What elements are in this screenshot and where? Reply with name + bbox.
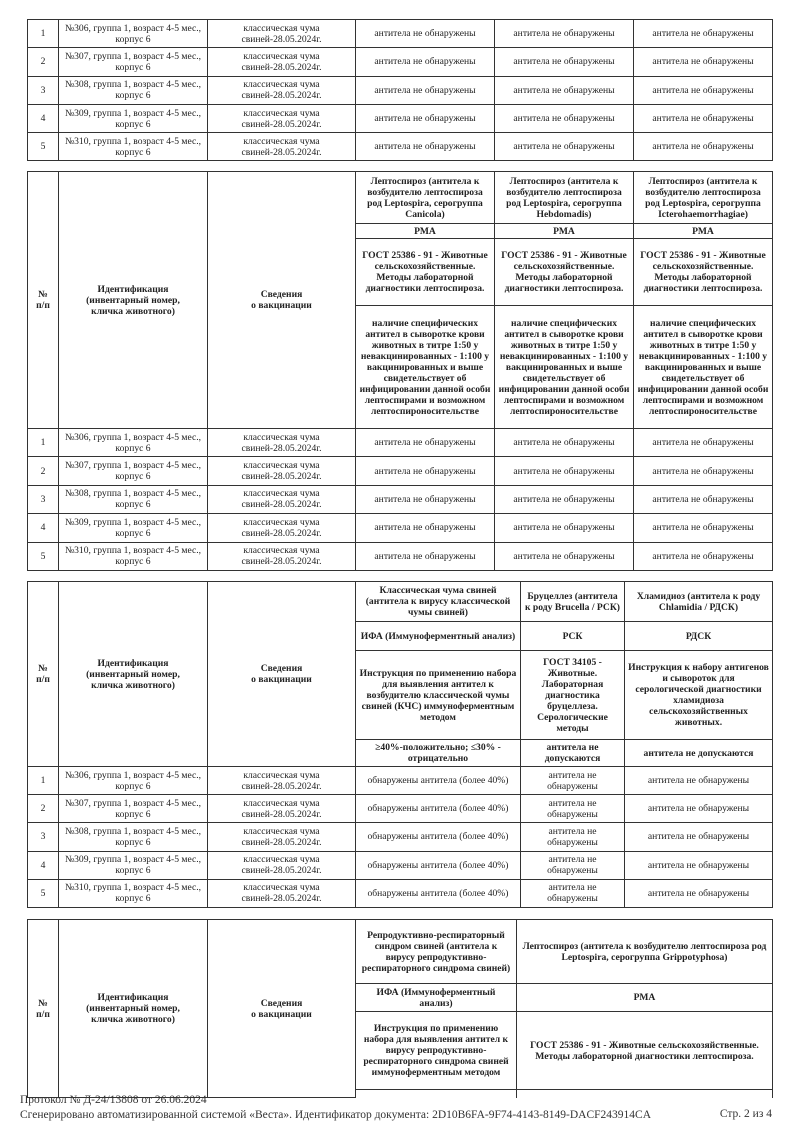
test-result: антитела не обнаружены <box>634 542 773 570</box>
test-norm: наличие специфических антител в сыворотке крови животных в титре 1:50 у невакцинированных - 1:100 у вакцинированных и выше свидетельствует об инфицировании данной особи лептоспирами и возможном лептоспироносительстве <box>634 306 773 429</box>
test-result: антитела не обнаружены <box>521 851 625 879</box>
test-result: антитела не обнаружены <box>495 104 634 132</box>
test-result: антитела не обнаружены <box>625 767 773 795</box>
row-number: 2 <box>28 457 59 485</box>
table-row <box>28 485 773 513</box>
test-cell-continued <box>517 1090 773 1098</box>
test-norm: наличие специфических антител в сыворотке крови животных в титре 1:50 у невакцинированных - 1:100 у вакцинированных и выше свидетельствует об инфицировании данной особи лептоспирами и возможном лептоспироносительстве <box>495 306 634 429</box>
header-num: № п/п <box>28 172 59 429</box>
test-method: РДСК <box>625 622 773 651</box>
test-disease: Классическая чума свиней (антитела к вирусу классической чумы свиней) <box>356 582 521 622</box>
animal-identification: №309, группа 1, возраст 4-5 мес., корпус 6 <box>59 514 208 542</box>
test-method: РМА <box>356 224 495 239</box>
animal-identification: №306, группа 1, возраст 4-5 мес., корпус 6 <box>59 767 208 795</box>
vaccination-info: классическая чума свиней-28.05.2024г. <box>208 542 356 570</box>
test-result: антитела не обнаружены <box>356 542 495 570</box>
animal-identification: №307, группа 1, возраст 4-5 мес., корпус 6 <box>59 48 208 76</box>
test-result: обнаружены антитела (более 40%) <box>356 767 521 795</box>
test-result: антитела не обнаружены <box>634 514 773 542</box>
test-result: обнаружены антитела (более 40%) <box>356 795 521 823</box>
test-result: антитела не обнаружены <box>356 485 495 513</box>
header-ident: Идентификация (инвентарный номер, кличка животного) <box>59 920 208 1098</box>
vaccination-info: классическая чума свиней-28.05.2024г. <box>208 20 356 48</box>
test-norm: антитела не допускаются <box>521 740 625 767</box>
table-row <box>28 795 773 823</box>
test-disease: Репродуктивно-респираторный синдром свиней (антитела к вирусу репродуктивно-респираторного синдрома свиней) <box>356 920 517 984</box>
row-number: 2 <box>28 795 59 823</box>
animal-identification: №306, группа 1, возраст 4-5 мес., корпус 6 <box>59 20 208 48</box>
vaccination-info: классическая чума свиней-28.05.2024г. <box>208 429 356 457</box>
row-number: 5 <box>28 879 59 907</box>
test-result: антитела не обнаружены <box>625 823 773 851</box>
vaccination-info: классическая чума свиней-28.05.2024г. <box>208 879 356 907</box>
row-number: 4 <box>28 851 59 879</box>
row-number: 3 <box>28 76 59 104</box>
table-row <box>28 542 773 570</box>
test-result: антитела не обнаружены <box>356 20 495 48</box>
generated-by-note: Сгенерировано автоматизированной системой «Веста». Идентификатор документа: 2D10B6FA-9F74-4143-8149-DACF243914CA <box>20 1109 652 1121</box>
test-result: антитела не обнаружены <box>356 429 495 457</box>
test-standard: Инструкция по применению набора для выявления антител к возбудителю классической чумы свиней (КЧС) иммуноферментным методом <box>356 651 521 740</box>
vaccination-info: классическая чума свиней-28.05.2024г. <box>208 485 356 513</box>
vaccination-info: классическая чума свиней-28.05.2024г. <box>208 104 356 132</box>
animal-identification: №307, группа 1, возраст 4-5 мес., корпус 6 <box>59 457 208 485</box>
test-method: ИФА (Иммуноферментный анализ) <box>356 984 517 1012</box>
test-result: антитела не обнаружены <box>495 76 634 104</box>
table-row <box>28 76 773 104</box>
test-disease: Хламидиоз (антитела к роду Chlamidia / РДСК) <box>625 582 773 622</box>
test-method: РМА <box>517 984 773 1012</box>
row-number: 1 <box>28 767 59 795</box>
animal-identification: №306, группа 1, возраст 4-5 мес., корпус 6 <box>59 429 208 457</box>
row-number: 5 <box>28 133 59 161</box>
header-row <box>28 582 773 622</box>
test-result: антитела не обнаружены <box>634 457 773 485</box>
header-row <box>28 172 773 224</box>
table-row <box>28 48 773 76</box>
table-row <box>28 104 773 132</box>
test-result: антитела не обнаружены <box>634 429 773 457</box>
animal-identification: №309, группа 1, возраст 4-5 мес., корпус 6 <box>59 851 208 879</box>
test-result: антитела не обнаружены <box>521 795 625 823</box>
test-disease: Лептоспироз (антитела к возбудителю лептоспироза род Leptospira, серогруппа Hebdomadis) <box>495 172 634 224</box>
test-result: антитела не обнаружены <box>521 879 625 907</box>
test-result: антитела не обнаружены <box>521 767 625 795</box>
vaccination-info: классическая чума свиней-28.05.2024г. <box>208 767 356 795</box>
test-result: антитела не обнаружены <box>495 133 634 161</box>
animal-identification: №308, группа 1, возраст 4-5 мес., корпус 6 <box>59 76 208 104</box>
protocol-number: Протокол № Д-24/13808 от 26.06.2024 <box>20 1094 207 1106</box>
test-result: антитела не обнаружены <box>634 20 773 48</box>
test-result: антитела не обнаружены <box>634 76 773 104</box>
test-result: обнаружены антитела (более 40%) <box>356 823 521 851</box>
test-disease: Лептоспироз (антитела к возбудителю лептоспироза род Leptospira, серогруппа Canicola) <box>356 172 495 224</box>
test-standard: ГОСТ 34105 - Животные. Лабораторная диагностика бруцеллеза. Серологические методы <box>521 651 625 740</box>
vaccination-info: классическая чума свиней-28.05.2024г. <box>208 795 356 823</box>
test-result: антитела не обнаружены <box>356 104 495 132</box>
test-disease: Лептоспироз (антитела к возбудителю лептоспироза род Leptospira, серогруппа Grippotyphosa) <box>517 920 773 984</box>
vaccination-info: классическая чума свиней-28.05.2024г. <box>208 76 356 104</box>
test-norm: антитела не допускаются <box>625 740 773 767</box>
table-row <box>28 514 773 542</box>
test-standard: ГОСТ 25386 - 91 - Животные сельскохозяйственные. Методы лабораторной диагностики лептоспироза. <box>495 239 634 306</box>
table-row <box>28 767 773 795</box>
results-table-2 <box>27 171 773 571</box>
test-method: РСК <box>521 622 625 651</box>
test-result: антитела не обнаружены <box>495 514 634 542</box>
test-disease: Лептоспироз (антитела к возбудителю лептоспироза род Leptospira, серогруппа Icterohaemorrhagiae) <box>634 172 773 224</box>
test-method: РМА <box>634 224 773 239</box>
header-ident: Идентификация (инвентарный номер, кличка животного) <box>59 172 208 429</box>
test-result: антитела не обнаружены <box>356 514 495 542</box>
row-number: 5 <box>28 542 59 570</box>
results-table-3 <box>27 581 773 908</box>
header-num: № п/п <box>28 920 59 1098</box>
test-result: антитела не обнаружены <box>634 133 773 161</box>
table-row <box>28 20 773 48</box>
test-result: антитела не обнаружены <box>495 429 634 457</box>
test-result: обнаружены антитела (более 40%) <box>356 851 521 879</box>
vaccination-info: классическая чума свиней-28.05.2024г. <box>208 823 356 851</box>
test-norm: наличие специфических антител в сыворотке крови животных в титре 1:50 у невакцинированных - 1:100 у вакцинированных и выше свидетельствует об инфицировании данной особи лептоспирами и возможном лептоспироносительстве <box>356 306 495 429</box>
row-number: 2 <box>28 48 59 76</box>
test-norm: ≥40%-положительно; ≤30% - отрицательно <box>356 740 521 767</box>
results-table-4 <box>27 919 773 1098</box>
test-standard: ГОСТ 25386 - 91 - Животные сельскохозяйственные. Методы лабораторной диагностики лептоспироза. <box>356 239 495 306</box>
test-cell-continued <box>356 1090 517 1098</box>
animal-identification: №308, группа 1, возраст 4-5 мес., корпус 6 <box>59 485 208 513</box>
test-result: антитела не обнаружены <box>495 48 634 76</box>
test-standard: Инструкция по применению набора для выявления антител к вирусу репродуктивно-респираторного синдрома свиней иммуноферментным методом <box>356 1012 517 1090</box>
header-row <box>28 920 773 984</box>
vaccination-info: классическая чума свиней-28.05.2024г. <box>208 133 356 161</box>
row-number: 3 <box>28 823 59 851</box>
header-vacc: Сведения о вакцинации <box>208 172 356 429</box>
animal-identification: №307, группа 1, возраст 4-5 мес., корпус 6 <box>59 795 208 823</box>
test-result: антитела не обнаружены <box>495 542 634 570</box>
test-standard: ГОСТ 25386 - 91 - Животные сельскохозяйственные. Методы лабораторной диагностики лептоспироза. <box>517 1012 773 1090</box>
test-result: антитела не обнаружены <box>625 879 773 907</box>
test-result: обнаружены антитела (более 40%) <box>356 879 521 907</box>
test-result: антитела не обнаружены <box>356 48 495 76</box>
vaccination-info: классическая чума свиней-28.05.2024г. <box>208 851 356 879</box>
page-number: Стр. 2 из 4 <box>719 1108 772 1120</box>
animal-identification: №308, группа 1, возраст 4-5 мес., корпус 6 <box>59 823 208 851</box>
animal-identification: №309, группа 1, возраст 4-5 мес., корпус 6 <box>59 104 208 132</box>
header-vacc: Сведения о вакцинации <box>208 582 356 767</box>
row-number: 4 <box>28 104 59 132</box>
test-result: антитела не обнаружены <box>634 48 773 76</box>
table-row <box>28 429 773 457</box>
header-num: № п/п <box>28 582 59 767</box>
table-row <box>28 879 773 907</box>
test-result: антитела не обнаружены <box>495 20 634 48</box>
table-row <box>28 823 773 851</box>
test-result: антитела не обнаружены <box>634 485 773 513</box>
test-result: антитела не обнаружены <box>495 485 634 513</box>
vaccination-info: классическая чума свиней-28.05.2024г. <box>208 48 356 76</box>
header-ident: Идентификация (инвентарный номер, кличка животного) <box>59 582 208 767</box>
test-standard: Инструкция к набору антигенов и сывороток для серологической диагностики хламидиоза сельскохозяйственных животных. <box>625 651 773 740</box>
row-number: 3 <box>28 485 59 513</box>
test-result: антитела не обнаружены <box>625 795 773 823</box>
test-result: антитела не обнаружены <box>625 851 773 879</box>
row-number: 1 <box>28 20 59 48</box>
results-table-1 <box>27 19 773 161</box>
vaccination-info: классическая чума свиней-28.05.2024г. <box>208 457 356 485</box>
header-vacc: Сведения о вакцинации <box>208 920 356 1098</box>
animal-identification: №310, группа 1, возраст 4-5 мес., корпус 6 <box>59 133 208 161</box>
test-result: антитела не обнаружены <box>356 457 495 485</box>
vaccination-info: классическая чума свиней-28.05.2024г. <box>208 514 356 542</box>
test-method: РМА <box>495 224 634 239</box>
animal-identification: №310, группа 1, возраст 4-5 мес., корпус 6 <box>59 542 208 570</box>
test-method: ИФА (Иммуноферментный анализ) <box>356 622 521 651</box>
table-row <box>28 851 773 879</box>
test-result: антитела не обнаружены <box>634 104 773 132</box>
row-number: 4 <box>28 514 59 542</box>
test-result: антитела не обнаружены <box>521 823 625 851</box>
test-standard: ГОСТ 25386 - 91 - Животные сельскохозяйственные. Методы лабораторной диагностики лептоспироза. <box>634 239 773 306</box>
test-disease: Бруцеллез (антитела к роду Brucella / РСК) <box>521 582 625 622</box>
animal-identification: №310, группа 1, возраст 4-5 мес., корпус 6 <box>59 879 208 907</box>
table-row <box>28 457 773 485</box>
row-number: 1 <box>28 429 59 457</box>
test-result: антитела не обнаружены <box>356 133 495 161</box>
test-result: антитела не обнаружены <box>495 457 634 485</box>
table-row <box>28 133 773 161</box>
test-result: антитела не обнаружены <box>356 76 495 104</box>
